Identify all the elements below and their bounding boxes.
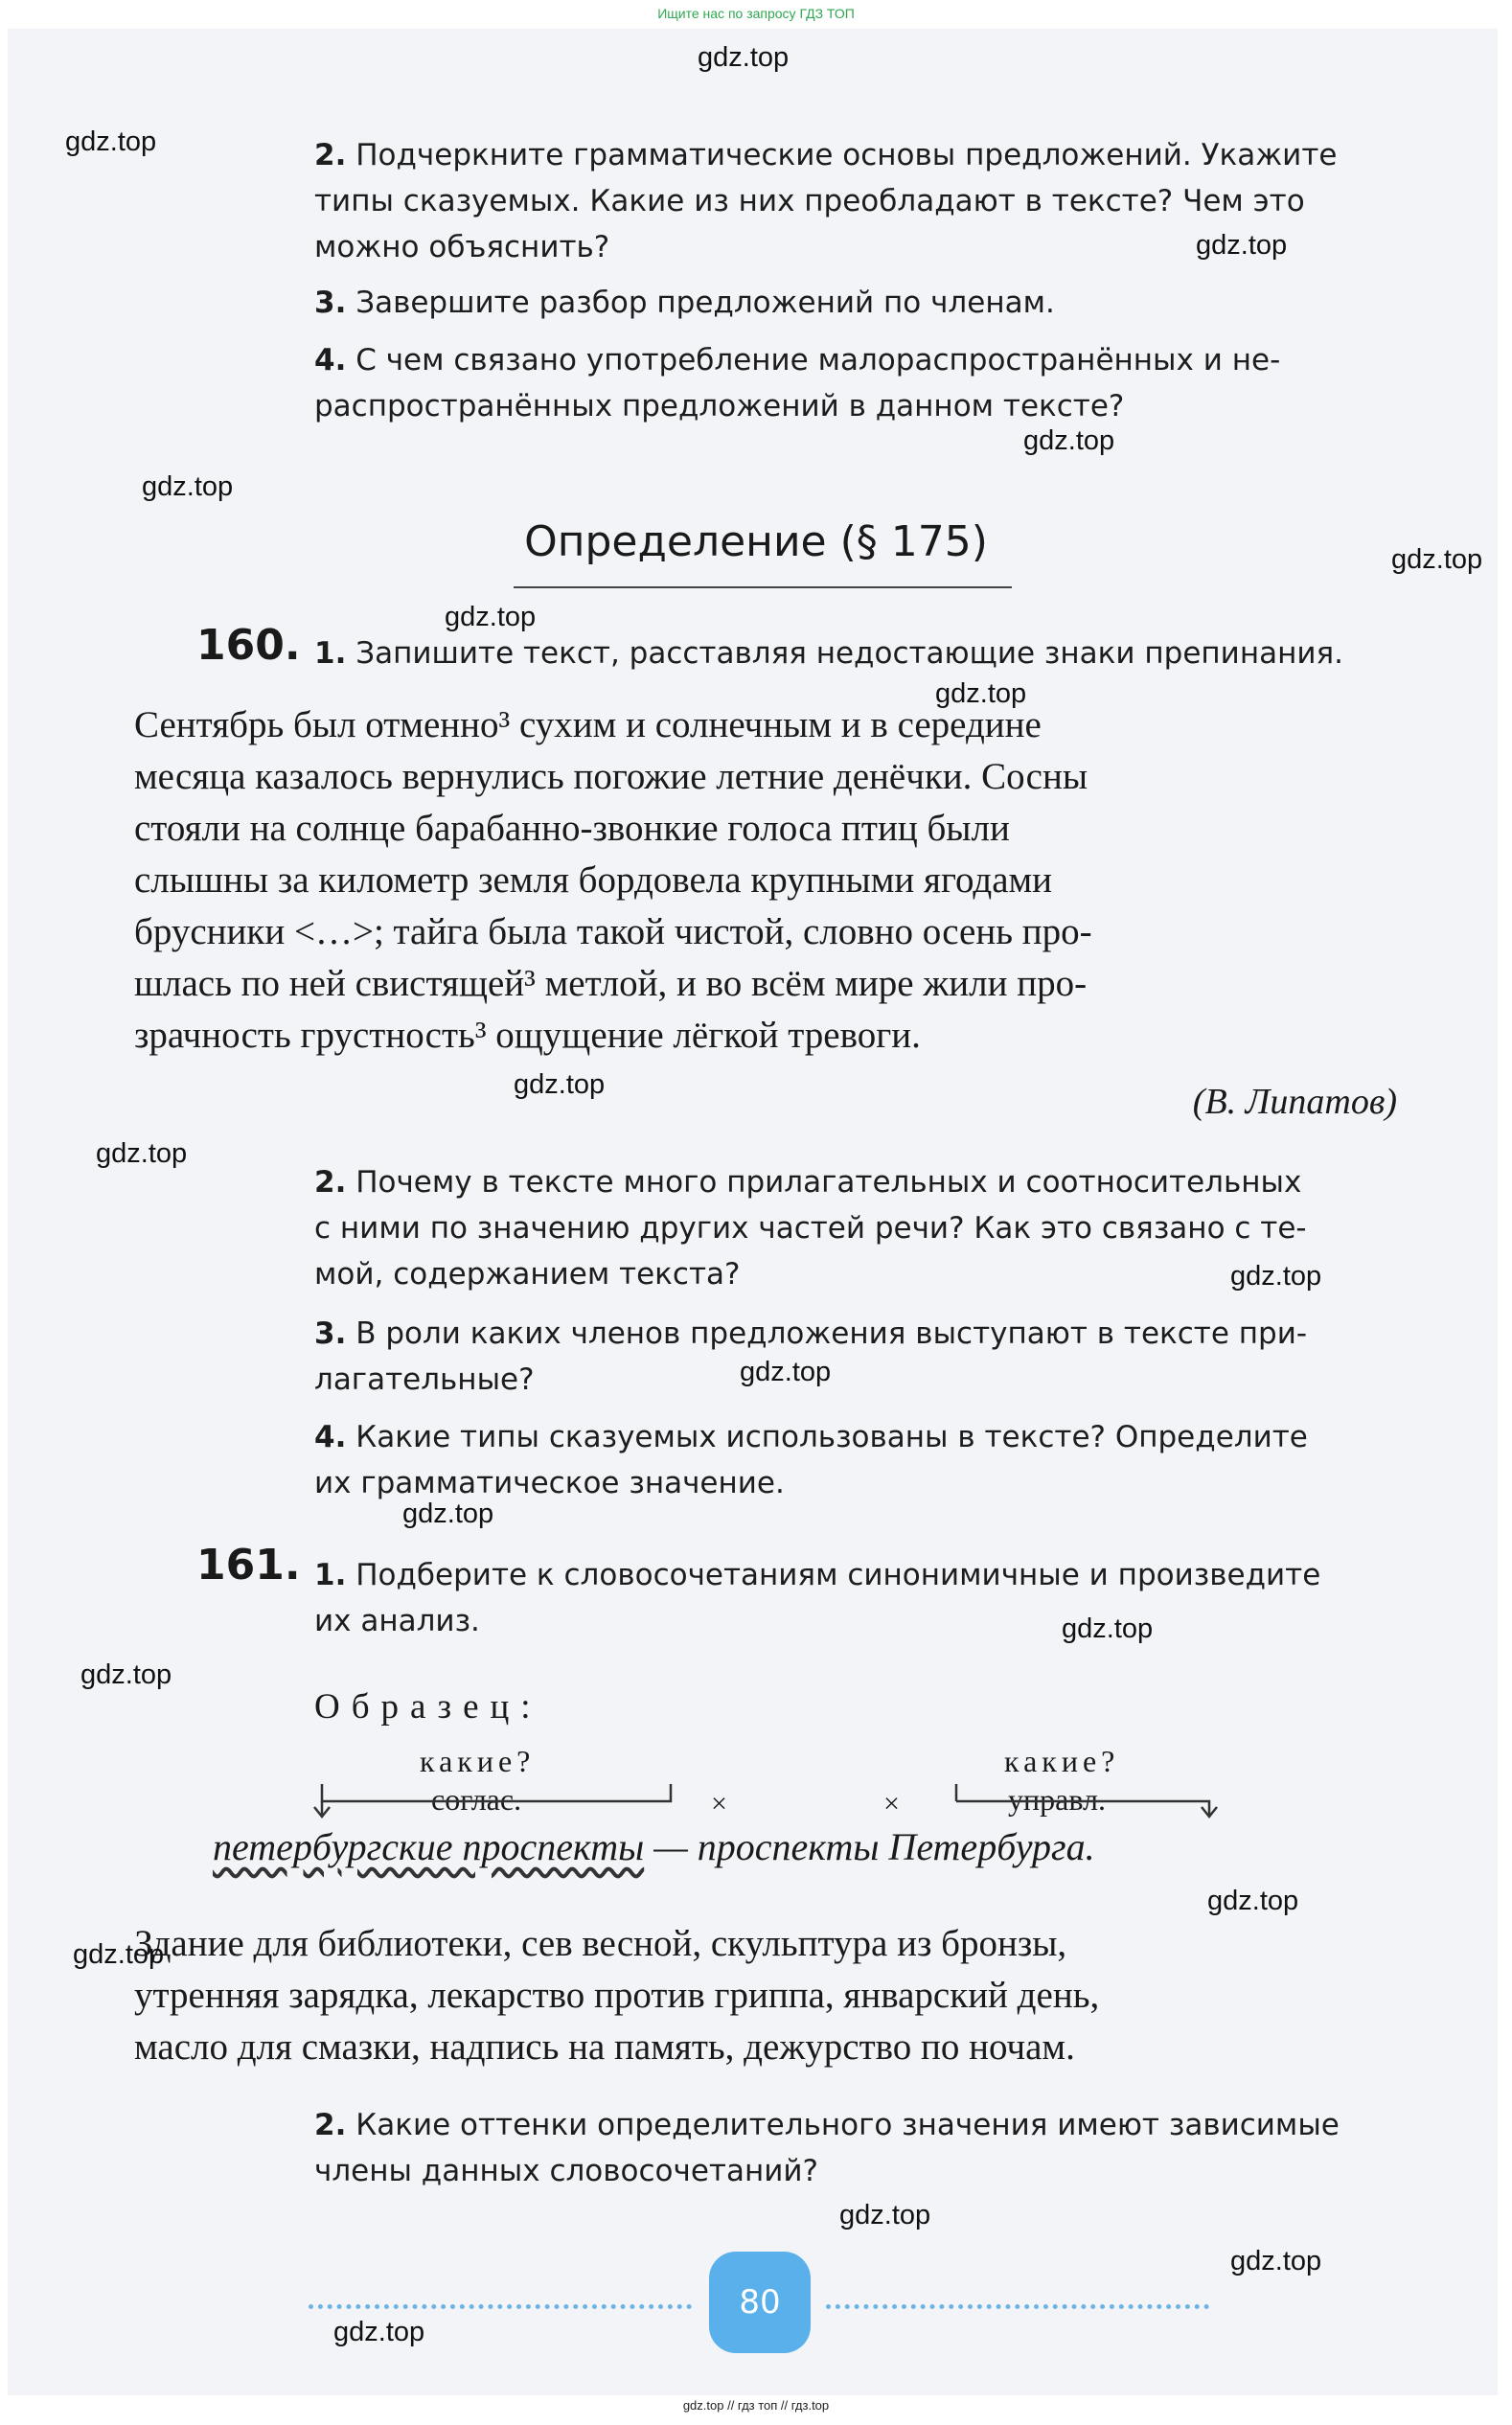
text-line: стояли на солнце барабанно-звонкие голоса птиц были [134, 808, 1010, 849]
link-type-left: соглас. [431, 1782, 522, 1817]
watermark: gdz.top [1207, 1886, 1299, 1916]
watermark: gdz.top [1391, 544, 1483, 575]
phrase-line: масло для смазки, надпись на память, дежурство по ночам. [134, 2026, 1075, 2068]
watermark: gdz.top [445, 602, 537, 632]
watermark: gdz.top [1230, 1261, 1322, 1292]
text-line: слышны за километр земля бордовела крупными ягодами [134, 859, 1053, 901]
watermark: gdz.top [514, 1069, 606, 1100]
text-line: зрачность грустность³ ощущение лёгкой тревоги. [134, 1015, 921, 1056]
exercise-161-phrases [134, 1918, 1397, 2073]
footer-dots-left [309, 2304, 692, 2309]
watermark: gdz.top [839, 2200, 931, 2231]
watermark: gdz.top [740, 1357, 832, 1387]
main-word-mark-right: × [883, 1788, 900, 1819]
exercise-160-task-3: 3. В роли каких членов предложения выступают в тексте при- лагательные? [314, 1316, 1308, 1397]
text-line: шлась по ней свистящей³ метлой, и во всём мире жили про- [134, 963, 1088, 1004]
exercise-160-task-4: 4. Какие типы сказуемых использованы в тексте? Определите их грамматическое значение. [314, 1420, 1308, 1500]
text-author: (В. Липатов) [1192, 1082, 1397, 1122]
watermark: gdz.top [80, 1659, 172, 1690]
intro-task-2: 2. Подчеркните грамматические основы предложений. Укажите типы сказуемых. Какие из них преобладают в тексте? Чем это можно объяснить? [314, 138, 1338, 264]
footer-dots-right [826, 2304, 1209, 2309]
bracket-left [322, 1784, 671, 1801]
sample-phrase-a: петербургские проспекты [213, 1825, 645, 1868]
watermark: gdz.top [1196, 230, 1288, 261]
question-right: какие? [1004, 1744, 1120, 1778]
text-line: месяца казалось вернулись погожие летние денёчки. Сосны [134, 756, 1088, 797]
watermark: gdz.top [402, 1498, 494, 1529]
page-number: 80 [709, 2252, 811, 2353]
watermark: gdz.top [1023, 425, 1115, 456]
bracket-right [956, 1784, 1217, 1817]
link-type-right: управл. [1008, 1782, 1106, 1817]
sample-label: Образец: [314, 1687, 542, 1727]
exercise-161-task-1: 1. Подберите к словосочетаниям синонимичные и произведите их анализ. [314, 1558, 1321, 1638]
top-banner: Ищите нас по запросу ГДЗ ТОП [657, 6, 855, 21]
intro-task-3: 3. Завершите разбор предложений по членам. [314, 286, 1055, 320]
exercise-160-task-1: 1. Запишите текст, расставляя недостающие знаки препинания. [314, 636, 1344, 671]
intro-task-4: 4. С чем связано употребление малораспространённых и не- распространённых предложений в данном тексте? [314, 343, 1281, 423]
exercise-160-task-2: 2. Почему в тексте много прилагательных и соотносительных с ними по значению других частей речи? Как это связано с те- мой, содержанием текста? [314, 1165, 1307, 1292]
watermark: gdz.top [1230, 2246, 1322, 2276]
arrow-left [314, 1801, 330, 1817]
watermark: gdz.top [935, 678, 1027, 709]
question-left: какие? [420, 1744, 536, 1778]
watermark: gdz.top [1062, 1613, 1154, 1644]
main-word-mark-left: × [711, 1788, 727, 1819]
watermark: gdz.top [73, 1939, 165, 1970]
phrase-line: утренняя зарядка, лекарство против гриппа, январский день, [134, 1975, 1100, 2016]
exercise-161-task-2: 2. Какие оттенки определительного значения имеют зависимые члены данных словосочетаний? [314, 2108, 1340, 2188]
phrase-line: Здание для библиотеки, сев весной, скульптура из бронзы, [134, 1923, 1067, 1964]
watermark: gdz.top [65, 126, 157, 157]
watermark: gdz.top [96, 1138, 188, 1169]
footer-links: gdz.top // гдз топ // гдз.top [682, 2398, 830, 2413]
watermark: gdz.top [142, 471, 234, 502]
watermark: gdz.top [698, 42, 790, 73]
watermark: gdz.top [333, 2317, 425, 2347]
text-line: брусники <…>; тайга была такой чистой, словно осень про- [134, 911, 1092, 952]
sample-phrases: петербургские проспекты — проспекты Петербурга. [213, 1825, 1095, 1868]
exercise-161-number: 161. [196, 1541, 301, 1590]
sample-phrase-b: проспекты Петербурга [697, 1825, 1086, 1868]
text-line: Сентябрь был отменно³ сухим и солнечным и в середине [134, 704, 1042, 745]
exercise-160-number: 160. [196, 621, 301, 670]
section-title: Определение (§ 175) [524, 517, 988, 566]
